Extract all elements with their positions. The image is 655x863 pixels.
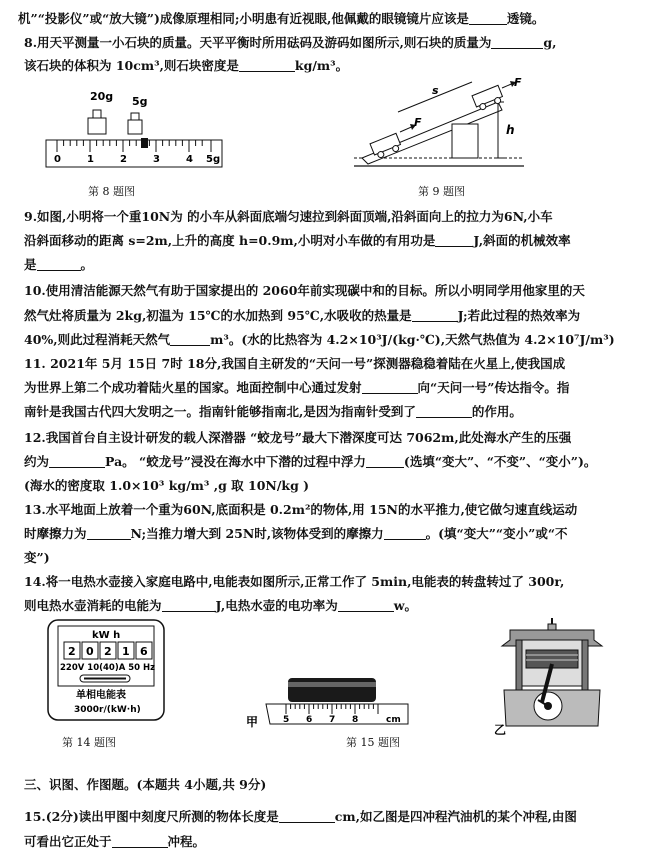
ruler-unit-cm: cm	[386, 715, 401, 725]
q7-tail-end: 透镜。	[506, 11, 545, 26]
q14-line1	[24, 573, 564, 590]
q12-pressure-blank[interactable]	[49, 455, 105, 468]
q12-text5: (海水的密度取 1.0×10³ kg/m³ ,g 取 10N/kg )	[24, 478, 310, 493]
q11-line1	[24, 355, 565, 372]
weight-20g-icon	[88, 110, 106, 134]
q11-text4: 南针是我国古代四大发明之一。指南针能够指南北,是因为指南针受到了	[24, 404, 416, 419]
figure-15-ruler	[244, 672, 414, 732]
figure-14-caption: 第 14 题图	[62, 736, 116, 749]
q13-line2	[24, 525, 568, 542]
meter-unit-label: kW h	[92, 630, 121, 641]
label-jia: 甲	[246, 715, 259, 729]
q11-text2: 为世界上第二个成功着陆火星的国家。地面控制中心通过发射	[24, 380, 362, 395]
scale-tick-1: 1	[87, 154, 94, 165]
weight-20g-label: 20g	[90, 90, 114, 103]
q7-tail-line	[18, 10, 544, 27]
figure-8-caption: 第 8 题图	[88, 185, 135, 198]
weight-5g-icon	[128, 113, 142, 134]
q10-text4: 40%,则此过程消耗天然气	[24, 332, 171, 347]
q12-text1: 12.我国首台自主设计研发的载人深潜器 “蛟龙号”最大下潜深度可达 7062m,此处海水产生的压强	[24, 430, 572, 445]
q15-text3: 可看出它正处于	[24, 834, 112, 849]
q11-line3	[24, 403, 522, 420]
scale-tick-3: 3	[153, 154, 160, 165]
ruler-tick-8: 8	[352, 715, 359, 725]
force-label-top: F	[514, 76, 522, 89]
section-3-heading	[24, 776, 266, 793]
q12-buoyancy-blank[interactable]	[366, 455, 404, 468]
q11-text1: 11. 2021年 5月 15日 7时 18分,我国自主研发的“天问一号”探测器稳稳着陆在火星上,使我国成	[24, 356, 566, 371]
q10-line1	[24, 282, 585, 299]
q11-text3: 向“天问一号”传达指令。指	[417, 380, 570, 395]
q13-line3	[24, 549, 50, 566]
figure-14-electric-meter	[46, 618, 168, 724]
q15-text2: cm,如乙图是四冲程汽油机的某个冲程,由图	[334, 809, 577, 824]
q7-answer-blank[interactable]	[469, 12, 507, 25]
q13-text1: 13.水平地面上放着一个重为60N,底面积是 0.2m²的物体,用 15N的水平推力,使它做匀速直线运动	[24, 502, 578, 517]
q13-change-blank[interactable]	[384, 527, 426, 540]
q9-work-blank[interactable]	[435, 234, 473, 247]
q12-line2	[24, 453, 596, 470]
q9-line1	[24, 208, 553, 225]
figure-9-caption: 第 9 题图	[418, 185, 465, 198]
rider-icon	[141, 138, 148, 148]
q13-text5: 变”)	[24, 550, 50, 565]
incline-height-label: h	[506, 123, 515, 137]
incline-distance-label: s	[432, 84, 439, 97]
q8-density-blank[interactable]	[239, 59, 295, 72]
q13-line1	[24, 501, 577, 518]
scale-tick-5g: 5g	[206, 154, 221, 165]
q14-text3: J,电热水壶的电功率为	[215, 598, 338, 613]
meter-rev-label: 3000r/(kW·h)	[74, 705, 141, 715]
q9-line3	[24, 256, 93, 273]
q9-text4: 是	[24, 257, 37, 272]
q9-line2	[24, 232, 571, 249]
ruler-tick-5: 5	[283, 715, 290, 725]
meter-digit-5: 6	[140, 645, 148, 658]
ruler-tick-7: 7	[329, 715, 336, 725]
label-yi: 乙	[494, 723, 507, 736]
q8-unit-g: g,	[543, 35, 557, 50]
q9-text3: J,斜面的机械效率	[473, 233, 571, 248]
q12-text3: Pa。 “蛟龙号”浸没在海水中下潜的过程中浮力	[105, 454, 366, 469]
q13-text2: 时摩擦力为	[24, 526, 87, 541]
q8-text2: 该石块的体积为 10cm³,则石块密度是	[24, 58, 239, 73]
q9-text5: 。	[80, 257, 94, 272]
q9-text2: 沿斜面移动的距离 s=2m,上升的高度 h=0.9m,小明对小车做的有用功是	[24, 233, 436, 248]
q14-text1: 14.将一电热水壶接入家庭电路中,电能表如图所示,正常工作了 5min,电能表的转盘转过了 300r,	[24, 574, 565, 589]
q8-mass-blank[interactable]	[491, 36, 543, 49]
meter-name-label: 单相电能表	[76, 690, 126, 701]
q10-text1: 10.使用清洁能源天然气有助于国家提出的 2060年前实现碳中和的目标。所以小明同学用他家里的天	[24, 283, 585, 298]
q10-text3: J;若此过程的热效率为	[457, 308, 581, 323]
figure-15-caption: 第 15 题图	[346, 736, 400, 749]
q10-line3	[24, 331, 615, 348]
q8-line2	[24, 57, 348, 74]
q11-line2	[24, 379, 569, 396]
q10-gas-blank[interactable]	[170, 333, 210, 346]
q9-efficiency-blank[interactable]	[37, 258, 81, 271]
ruler-tick-6: 6	[306, 715, 313, 725]
q10-text2: 然气灶将质量为 2kg,初温为 15℃的水加热到 95℃,水吸收的热量是	[24, 308, 412, 323]
q8-unit-density: kg/m³。	[294, 58, 349, 73]
scale-tick-2: 2	[120, 154, 127, 165]
q10-line2	[24, 307, 580, 324]
q13-friction-blank[interactable]	[87, 527, 131, 540]
scale-tick-0: 0	[54, 154, 61, 165]
q15-text4: 冲程。	[167, 834, 206, 849]
q12-text4: (选填“变大”、“不变”、“变小”)。	[403, 454, 597, 469]
q8-text: 8.用天平测量一小石块的质量。天平平衡时所用砝码及游码如图所示,则石块的质量为	[24, 35, 492, 50]
q14-line2	[24, 597, 417, 614]
q13-text4: 。(填“变大”“变小”或“不	[425, 526, 568, 541]
meter-digit-3: 2	[104, 645, 112, 658]
q12-line3	[24, 477, 309, 494]
q12-line1	[24, 429, 571, 446]
figure-8-balance-scale	[42, 88, 232, 173]
figure-15-engine	[490, 616, 610, 736]
q11-signal-blank[interactable]	[362, 381, 418, 394]
q11-text5: 的作用。	[471, 404, 522, 419]
q7-tail-text: 机”“投影仪”或“放大镜”)成像原理相同;小明患有近视眼,他佩戴的眼镜镜片应该是	[18, 11, 469, 26]
q15-text1: 15.(2分)读出甲图中刻度尺所测的物体长度是	[24, 809, 279, 824]
weight-5g-label: 5g	[132, 95, 148, 108]
scale-tick-4: 4	[186, 154, 193, 165]
q15-length-blank[interactable]	[279, 810, 335, 823]
q14-text2: 则电热水壶消耗的电能为	[24, 598, 162, 613]
measured-object	[288, 678, 376, 702]
meter-digit-4: 1	[122, 645, 130, 658]
q14-power-blank[interactable]	[338, 599, 394, 612]
meter-spec-label: 220V 10(40)A 50 Hz	[60, 663, 156, 673]
q15-stroke-blank[interactable]	[112, 835, 168, 848]
section-3-text: 三、识图、作图题。(本题共 4小题,共 9分)	[24, 777, 267, 792]
q10-heat-blank[interactable]	[412, 309, 458, 322]
q12-text2: 约为	[24, 454, 50, 469]
meter-digit-2: 0	[86, 645, 94, 658]
q13-text3: N;当推力增大到 25N时,该物体受到的摩擦力	[130, 526, 384, 541]
q9-text1: 9.如图,小明将一个重10N为 的小车从斜面底端匀速拉到斜面顶端,沿斜面向上的拉力为6N,小车	[24, 209, 553, 224]
q14-text4: w。	[393, 598, 418, 613]
q11-field-blank[interactable]	[416, 405, 472, 418]
q15-line1	[24, 808, 577, 825]
meter-digit-1: 2	[68, 645, 76, 658]
q14-energy-blank[interactable]	[162, 599, 216, 612]
scale-bar	[46, 138, 222, 167]
q8-line1	[24, 34, 557, 51]
force-label-bottom: F	[414, 116, 422, 129]
q10-text5: m³。(水的比热容为 4.2×10³J/(kg·℃),天然气热值为 4.2×10⁷J/m³)	[210, 332, 615, 347]
q15-line2	[24, 833, 205, 850]
figure-9-incline	[348, 76, 528, 176]
